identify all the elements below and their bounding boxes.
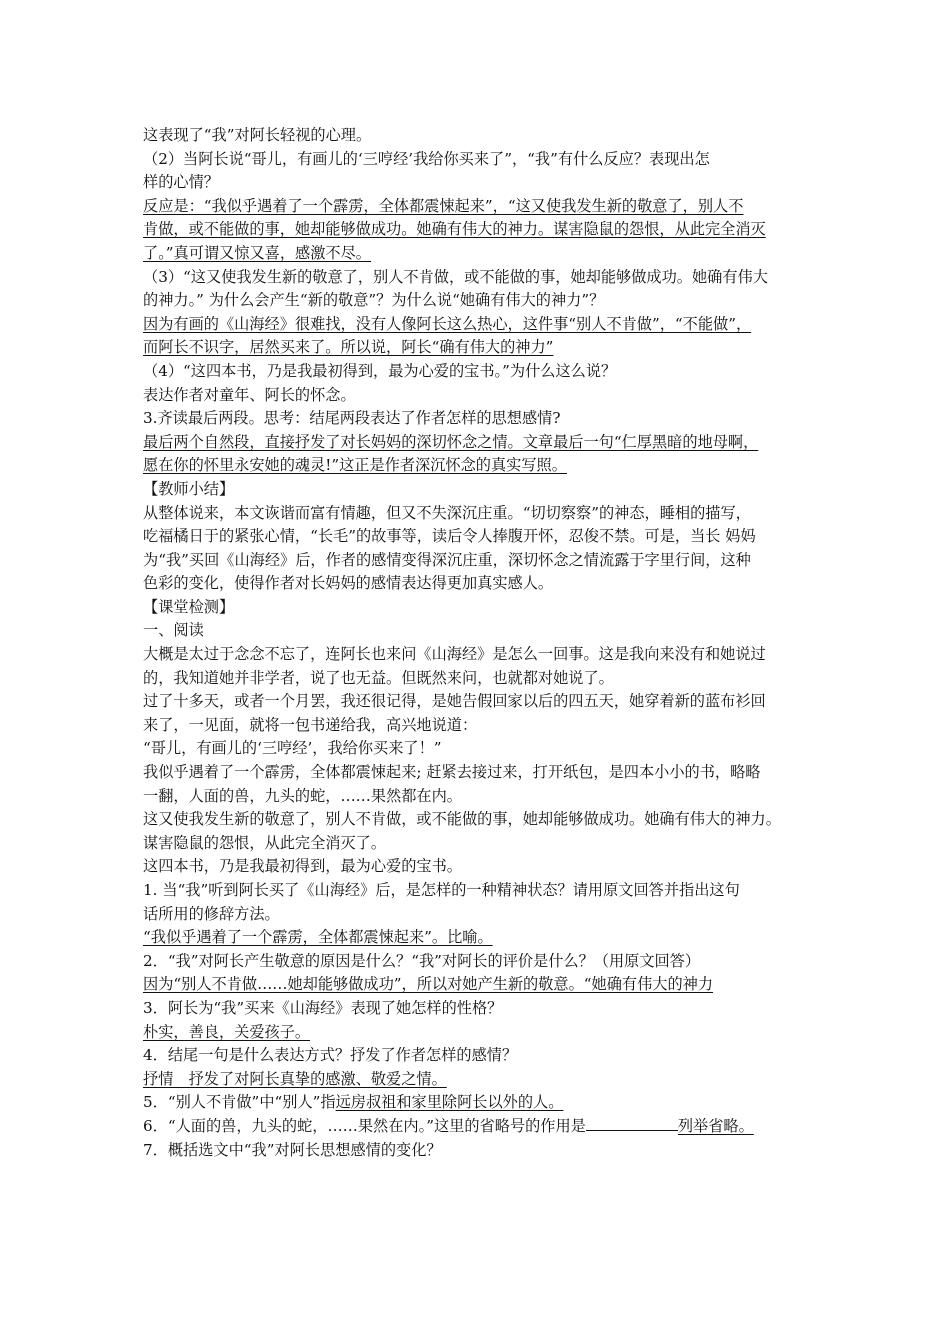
line-text: 色彩的变化，使得作者对长妈妈的感情表达得更加真实感人。 bbox=[143, 574, 554, 593]
line-text: （2）当阿长说“哥儿，有画儿的‘三哼经’我给你买来了”，“我”有什么反应？表现出怎 bbox=[143, 149, 710, 168]
text-line bbox=[143, 218, 813, 242]
question-7-prompt: 7．概括选文中“我”对阿长思想感情的变化？ bbox=[143, 1140, 442, 1159]
text-line bbox=[143, 808, 813, 832]
text-line bbox=[143, 926, 813, 950]
line-text: 来了，一见面，就将一包书递给我，高兴地说道： bbox=[143, 715, 478, 734]
text-line bbox=[143, 714, 813, 738]
question-5-answer: 远房叔祖和家里除阿长以外的人。 bbox=[335, 1093, 564, 1112]
text-line bbox=[143, 195, 813, 219]
text-line bbox=[143, 572, 813, 596]
text-line bbox=[143, 950, 813, 974]
question-5 bbox=[143, 1091, 813, 1115]
question-7 bbox=[143, 1139, 813, 1163]
text-line bbox=[143, 360, 813, 384]
line-text: 的，我知道她并非学者，说了也无益。但既然来问，也就都对她说了。 bbox=[143, 668, 614, 687]
line-text: 3．阿长为“我”买来《山海经》表现了她怎样的性格？ bbox=[143, 998, 503, 1017]
text-line bbox=[143, 690, 813, 714]
line-text: 为“我”买回《山海经》后，作者的感情变得深沉庄重，深切怀念之情流露于字里行间，这种 bbox=[143, 550, 751, 569]
text-line bbox=[143, 502, 813, 526]
line-text: 谋害隐鼠的怨恨，从此完全消灭了。 bbox=[143, 833, 386, 852]
answer-text: “我似乎遇着了一个霹雳，全体都震悚起来”。比喻。 bbox=[143, 928, 493, 947]
answer-text: 最后两个自然段，直接抒发了对长妈妈的深切怀念之情。文章最后一句“仁厚黑暗的地母啊， bbox=[143, 432, 759, 451]
text-line bbox=[143, 336, 813, 360]
text-line bbox=[143, 431, 813, 455]
line-text: （3）“这又使我发生新的敬意了，别人不肯做，或不能做的事，她却能够做成功。她确有伟大 bbox=[143, 267, 768, 286]
line-text: 【课堂检测】 bbox=[143, 597, 235, 616]
text-line bbox=[143, 266, 813, 290]
line-text: 这四本书，乃是我最初得到，最为心爱的宝书。 bbox=[143, 857, 462, 876]
line-text: 从整体说来，本文诙谐而富有情趣，但又不失深沉庄重。“切切察察”的神态，睡相的描写， bbox=[143, 503, 751, 522]
text-line bbox=[143, 973, 813, 997]
text-line bbox=[143, 903, 813, 927]
answer-text: 了。”真可谓又惊又喜，感激不尽。 bbox=[143, 243, 371, 262]
question-6-answer: 列举省略。 bbox=[677, 1116, 754, 1135]
text-line bbox=[143, 879, 813, 903]
text-line bbox=[143, 384, 813, 408]
line-text: 4．结尾一句是什么表达方式？抒发了作者怎样的感情？ bbox=[143, 1046, 518, 1065]
answer-blank bbox=[586, 1116, 678, 1131]
answer-text: 因为有画的《山海经》很难找，没有人像阿长这么热心，这件事“别人不肯做”，“不能做”， bbox=[143, 314, 752, 333]
text-line bbox=[143, 737, 813, 761]
answer-text: 愿在你的怀里永安她的魂灵!”这正是作者深沉怀念的真实写照。 bbox=[143, 456, 567, 475]
line-text: 过了十多天，或者一个月罢，我还很记得，是她告假回家以后的四五天，她穿着新的蓝布衫回 bbox=[143, 692, 766, 711]
answer-text: 肯做，或不能做的事，她却能够做成功。她确有伟大的神力。谋害隐鼠的怨恨，从此完全消灭 bbox=[143, 220, 766, 239]
line-text: 表达作者对童年、阿长的怀念。 bbox=[143, 385, 356, 404]
text-line bbox=[143, 643, 813, 667]
text-line bbox=[143, 832, 813, 856]
text-line bbox=[143, 549, 813, 573]
document-body bbox=[143, 124, 813, 1091]
text-line bbox=[143, 667, 813, 691]
text-line bbox=[143, 478, 813, 502]
text-line bbox=[143, 313, 813, 337]
text-line bbox=[143, 171, 813, 195]
document-page bbox=[143, 124, 813, 1162]
question-6 bbox=[143, 1115, 813, 1139]
text-line bbox=[143, 454, 813, 478]
text-line bbox=[143, 1044, 813, 1068]
line-text: 大概是太过于念念不忘了，连阿长也来问《山海经》是怎么一回事。这是我向来没有和她说过 bbox=[143, 645, 766, 664]
text-line bbox=[143, 242, 813, 266]
line-text: 这又使我发生新的敬意了，别人不肯做，或不能做的事，她却能够做成功。她确有伟大的神力。 bbox=[143, 810, 781, 829]
line-text: 吃福橘日于的紧张心情，“长毛”的故事等，读后令人捧腹开怀，忍俊不禁。可是，当长 妈妈 bbox=[143, 527, 756, 546]
text-line bbox=[143, 148, 813, 172]
line-text: 2．“我”对阿长产生敬意的原因是什么？“我”对阿长的评价是什么？（用原文回答） bbox=[143, 951, 701, 970]
line-text: 样的心情？ bbox=[143, 173, 219, 192]
answer-text: 而阿长不识字，居然买来了。所以说，阿长“确有伟大的神力” bbox=[143, 338, 554, 357]
text-line bbox=[143, 761, 813, 785]
line-text: （4）“这四本书，乃是我最初得到，最为心爱的宝书。”为什么这么说？ bbox=[143, 361, 617, 380]
line-text: 话所用的修辞方法。 bbox=[143, 904, 280, 923]
line-text: 【教师小结】 bbox=[143, 479, 235, 498]
text-line bbox=[143, 407, 813, 431]
line-text: “哥儿，有画儿的‘三哼经’，我给你买来了！” bbox=[143, 739, 442, 758]
text-line bbox=[143, 289, 813, 313]
line-text: 3.齐读最后两段。思考：结尾两段表达了作者怎样的思想感情? bbox=[143, 409, 561, 428]
line-text: 1. 当“我”听到阿长买了《山海经》后，是怎样的一种精神状态？请用原文回答并指出这句 bbox=[143, 881, 740, 899]
text-line bbox=[143, 525, 813, 549]
answer-text: 朴实，善良，关爱孩子。 bbox=[143, 1022, 311, 1041]
line-text: 这表现了“我”对阿长轻视的心理。 bbox=[143, 126, 372, 144]
answer-text: 因为“别人不肯做……她却能够做成功”，所以对她产生新的敬意。“她确有伟大的神力 bbox=[143, 975, 714, 994]
text-line bbox=[143, 1068, 813, 1092]
line-text: 的神力。” 为什么会产生“新的敬意”？为什么说“她确有伟大的神力”？ bbox=[143, 291, 605, 310]
text-line bbox=[143, 124, 813, 148]
question-5-prompt: 5．“别人不肯做”中“别人”指 bbox=[143, 1093, 336, 1112]
question-6-prompt: 6．“人面的兽，九头的蛇，……果然在内。”这里的省略号的作用是 bbox=[143, 1116, 586, 1135]
text-line bbox=[143, 596, 813, 620]
line-text: 我似乎遇着了一个霹雳，全体都震悚起来; 赶紧去接过来，打开纸包，是四本小小的书，略略 bbox=[143, 763, 761, 782]
text-line bbox=[143, 997, 813, 1021]
line-text: 一、阅读 bbox=[143, 621, 204, 640]
answer-text: 反应是：“我似乎遇着了一个霹雳，全体都震悚起来”，“这又使我发生新的敬意了，别人不 bbox=[143, 196, 744, 215]
text-line bbox=[143, 855, 813, 879]
text-line bbox=[143, 619, 813, 643]
line-text: 一翻，人面的兽，九头的蛇，……果然都在内。 bbox=[143, 786, 462, 805]
text-line bbox=[143, 1021, 813, 1045]
text-line bbox=[143, 785, 813, 809]
answer-text: 抒情 抒发了对阿长真挚的感激、敬爱之情。 bbox=[143, 1069, 447, 1088]
